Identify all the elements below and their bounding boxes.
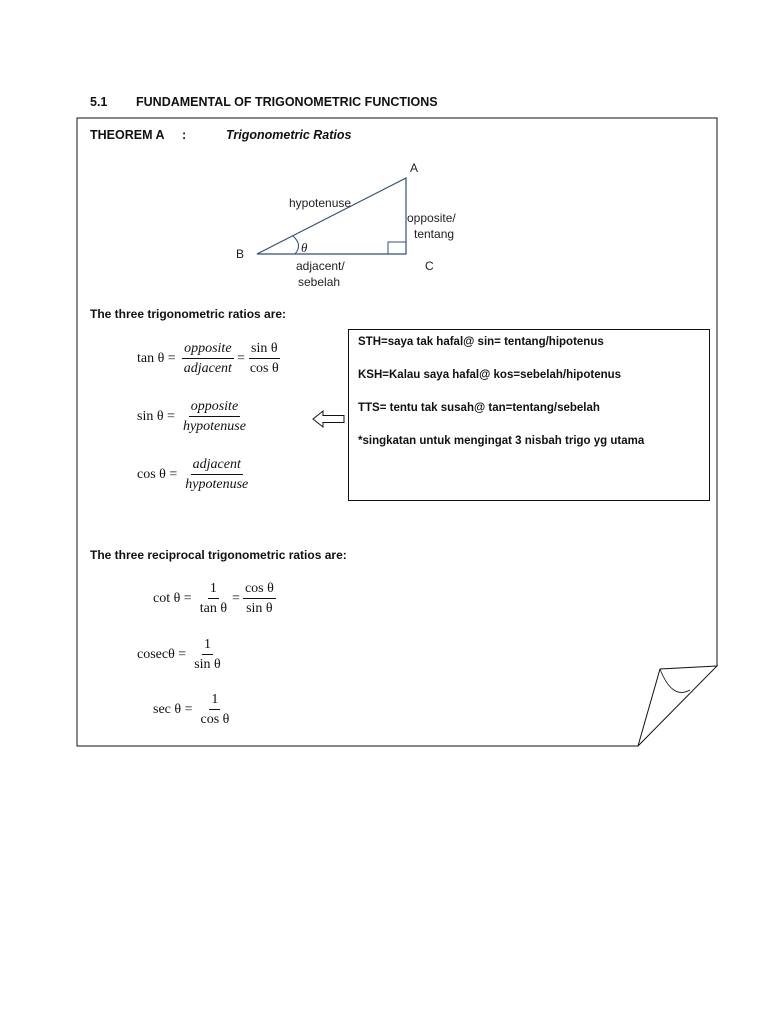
cosec-fraction <box>192 636 223 673</box>
sec-fraction <box>198 691 231 728</box>
mnemonic-note: *singkatan untuk mengingat 3 nisbah trigo yg utama <box>358 435 645 447</box>
tan-denominator-2: cos θ <box>249 361 279 376</box>
tan-fraction-2 <box>248 340 281 377</box>
cos-fraction <box>183 456 250 493</box>
cot-denominator-2: sin θ <box>246 601 273 616</box>
cot-fraction-2 <box>243 580 276 617</box>
page-curl-icon <box>638 666 717 746</box>
cot-equation <box>153 580 279 617</box>
sin-denominator: hypotenuse <box>182 419 246 434</box>
sin-equation <box>137 398 251 435</box>
sin-lhs: sin θ = <box>137 408 175 424</box>
sin-numerator: opposite <box>189 398 240 417</box>
opposite-label-line1: opposite/ <box>407 211 456 225</box>
section-title: FUNDAMENTAL OF TRIGONOMETRIC FUNCTIONS <box>136 95 438 109</box>
tan-fraction-1 <box>182 340 234 377</box>
mnemonic-box <box>348 329 710 501</box>
cos-equation <box>137 456 253 493</box>
vertex-b-label: B <box>236 247 245 261</box>
cosec-lhs: cosecθ = <box>137 646 187 662</box>
opposite-label-line2: tentang <box>414 227 455 241</box>
section-number: 5.1 <box>90 95 108 109</box>
hypotenuse-label: hypotenuse <box>289 196 352 210</box>
cot-fraction-1 <box>198 580 229 617</box>
sec-denominator: cos θ <box>200 712 230 727</box>
tan-equation <box>137 340 284 377</box>
tan-lhs: tan θ = <box>137 350 176 366</box>
ratios-intro: The three trigonometric ratios are: <box>90 307 287 321</box>
vertex-a-label: A <box>410 161 419 175</box>
mnemonic-tts: TTS= tentu tak susah@ tan=tentang/sebelah <box>358 402 600 414</box>
mnemonic-sth: STH=saya tak hafal@ sin= tentang/hipotenus <box>358 336 604 348</box>
cosec-denominator: sin θ <box>194 657 221 672</box>
mnemonic-ksh: KSH=Kalau saya hafal@ kos=sebelah/hipotenus <box>358 369 622 381</box>
cosec-equation <box>137 636 226 673</box>
cos-denominator: hypotenuse <box>185 477 249 492</box>
theorem-title: Trigonometric Ratios <box>226 128 352 142</box>
adjacent-label-line1: adjacent/ <box>296 259 345 273</box>
cot-denominator-1: tan θ <box>199 601 228 616</box>
sec-equation <box>153 691 234 728</box>
right-angle-marker <box>388 242 406 254</box>
left-arrow-icon <box>311 409 347 429</box>
theorem-label: THEOREM A <box>90 128 165 142</box>
cos-lhs: cos θ = <box>137 466 178 482</box>
reciprocal-intro: The three reciprocal trigonometric ratios are: <box>90 548 347 562</box>
sec-numerator: 1 <box>209 691 220 710</box>
tan-denominator-1: adjacent <box>183 361 232 376</box>
theorem-separator: : <box>182 128 187 142</box>
sec-lhs: sec θ = <box>153 701 193 717</box>
cosec-numerator: 1 <box>202 636 213 655</box>
tan-equals-2: = <box>236 350 245 366</box>
cos-numerator: adjacent <box>191 456 243 475</box>
angle-arc <box>293 236 299 254</box>
vertex-c-label: C <box>425 259 434 273</box>
sin-fraction <box>181 398 248 435</box>
cot-numerator-1: 1 <box>208 580 219 599</box>
angle-theta-label: θ <box>301 240 308 255</box>
triangle-shape <box>257 178 406 254</box>
cot-numerator-2: cos θ <box>243 580 276 599</box>
theorem-line <box>90 128 351 142</box>
section-heading <box>90 95 438 109</box>
tan-numerator-2: sin θ <box>249 340 280 359</box>
cot-lhs: cot θ = <box>153 590 192 606</box>
right-triangle-diagram <box>225 150 485 295</box>
tan-numerator-1: opposite <box>182 340 233 359</box>
adjacent-label-line2: sebelah <box>298 275 341 289</box>
cot-equals-2: = <box>232 590 240 606</box>
